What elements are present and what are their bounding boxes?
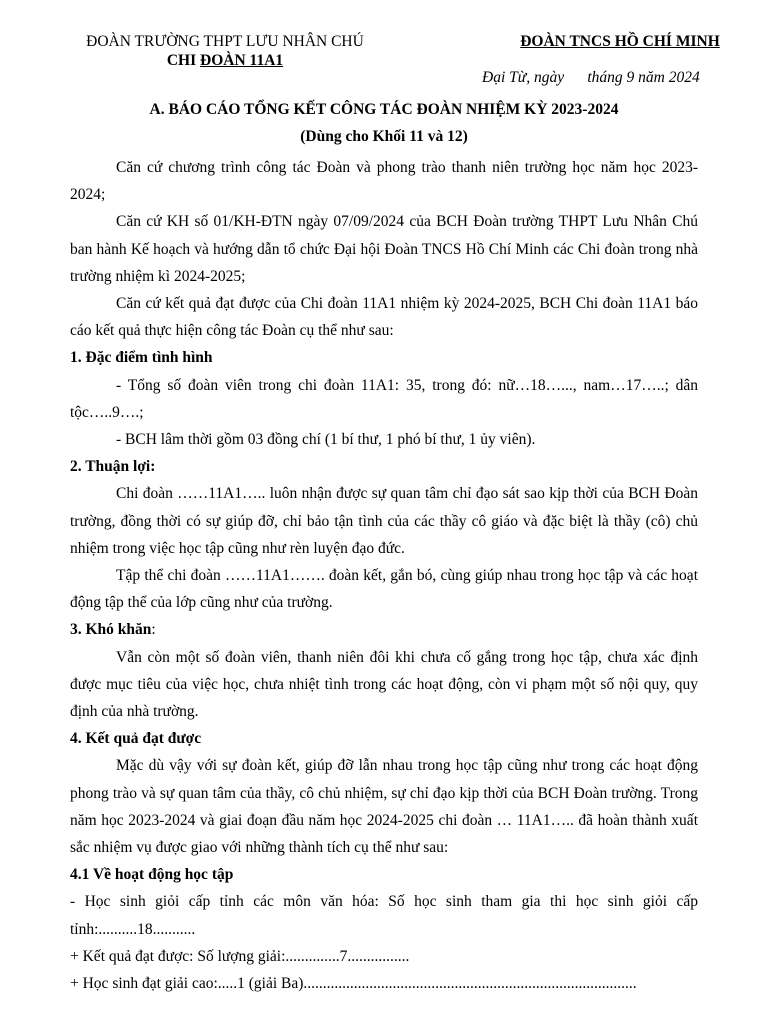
paragraph-results: Mặc dù vậy với sự đoàn kết, giúp đỡ lẫn nhau trong học tập cũng như trong các hoạt động phong trào và sự quan tâm của thầy, cô chủ nhiệm, sự chỉ đạo kịp thời của BCH Đoàn trường. Trong năm học 2023-2024 và giai đoạn đầu năm học 2024-2025 chi đoàn … 11A1….. đã hoàn thành xuất sắc nhiệm vụ được giao với những thành tích cụ thể như sau:: [70, 757, 698, 857]
school-union-name: ĐOÀN TRƯỜNG THPT LƯU NHÂN CHÚ: [86, 33, 364, 50]
section-heading-advantages: 2. Thuận lợi:: [70, 458, 156, 476]
header-right: [505, 32, 735, 51]
section-heading-difficulties: [70, 616, 698, 643]
bullet-committee: - BCH lâm thời gồm 03 đồng chí (1 bí thư, 1 phó bí thư, 1 ủy viên).: [116, 431, 536, 449]
section-heading-results: 4. Kết quả đạt được: [70, 730, 202, 748]
difficulties-heading-colon: :: [151, 621, 156, 639]
bullet-provincial-students: - Học sinh giỏi cấp tỉnh các môn văn hóa: Số học sinh tham gia thi học sinh giỏi cấp tỉnh:..........18...........: [70, 893, 698, 938]
section-heading-situation: 1. Đặc điểm tình hình: [70, 349, 213, 367]
document-title: A. BÁO CÁO TỔNG KẾT CÔNG TÁC ĐOÀN NHIỆM KỲ 2023-2024: [149, 101, 619, 118]
header-left: [60, 32, 390, 70]
paragraph-basis-2: Căn cứ KH số 01/KH-ĐTN ngày 07/09/2024 của BCH Đoàn trường THPT Lưu Nhân Chú ban hành Kế hoạch và hướng dẫn tổ chức Đại hội Đoàn TNCS Hồ Chí Minh các Chi đoàn trong nhà trường nhiệm kì 2024-2025;: [70, 213, 698, 285]
document-subtitle: (Dùng cho Khối 11 và 12): [300, 128, 468, 145]
document-date: Đại Từ, ngày tháng 9 năm 2024: [482, 69, 700, 86]
class-union-name: [60, 51, 390, 70]
organization-name: ĐOÀN TNCS HỒ CHÍ MINH: [520, 33, 720, 50]
bullet-prize-count: + Kết quả đạt được: Số lượng giải:..............7................: [70, 947, 410, 965]
difficulties-heading-text: 3. Khó khăn: [70, 621, 152, 639]
paragraph-difficulties: Vẫn còn một số đoàn viên, thanh niên đôi khi chưa cố gắng trong học tập, chưa xác định được mục tiêu của việc học, chưa nhiệt tình trong các hoạt động, còn vi phạm một số nội quy, quy định của nhà trường.: [70, 648, 698, 721]
document-body: [70, 154, 698, 997]
paragraph-advantages-1: Chi đoàn ……11A1….. luôn nhận được sự quan tâm chỉ đạo sát sao kịp thời của BCH Đoàn trường, đồng thời có sự giúp đỡ, chỉ bảo tận tình của các thầy cô giáo và đặc biệt là thầy (cô) chủ nhiệm trong việc học tập cũng như rèn luyện đạo đức.: [70, 485, 698, 557]
paragraph-basis-1: Căn cứ chương trình công tác Đoàn và phong trào thanh niên trường học năm học 2023-2024;: [70, 159, 698, 204]
bullet-member-count: - Tổng số đoàn viên trong chi đoàn 11A1: 35, trong đó: nữ…18…..., nam…17…..; dân tộc…..9….;: [70, 376, 698, 421]
class-union-prefix: CHI: [166, 52, 201, 69]
subsection-heading-study: 4.1 Về hoạt động học tập: [70, 866, 234, 884]
class-union-code: ĐOÀN 11A1: [200, 52, 284, 69]
paragraph-advantages-2: Tập thể chi đoàn ……11A1……. đoàn kết, gắn bó, cùng giúp nhau trong học tập và các hoạt động tập thể của lớp cũng như của trường.: [70, 567, 698, 612]
paragraph-basis-3: Căn cứ kết quả đạt được của Chi đoàn 11A1 nhiệm kỳ 2024-2025, BCH Chi đoàn 11A1 báo cáo kết quả thực hiện công tác Đoàn cụ thể như sau:: [70, 295, 698, 340]
bullet-high-prize: + Học sinh đạt giải cao:.....1 (giải Ba)......................................................................................: [70, 975, 637, 993]
